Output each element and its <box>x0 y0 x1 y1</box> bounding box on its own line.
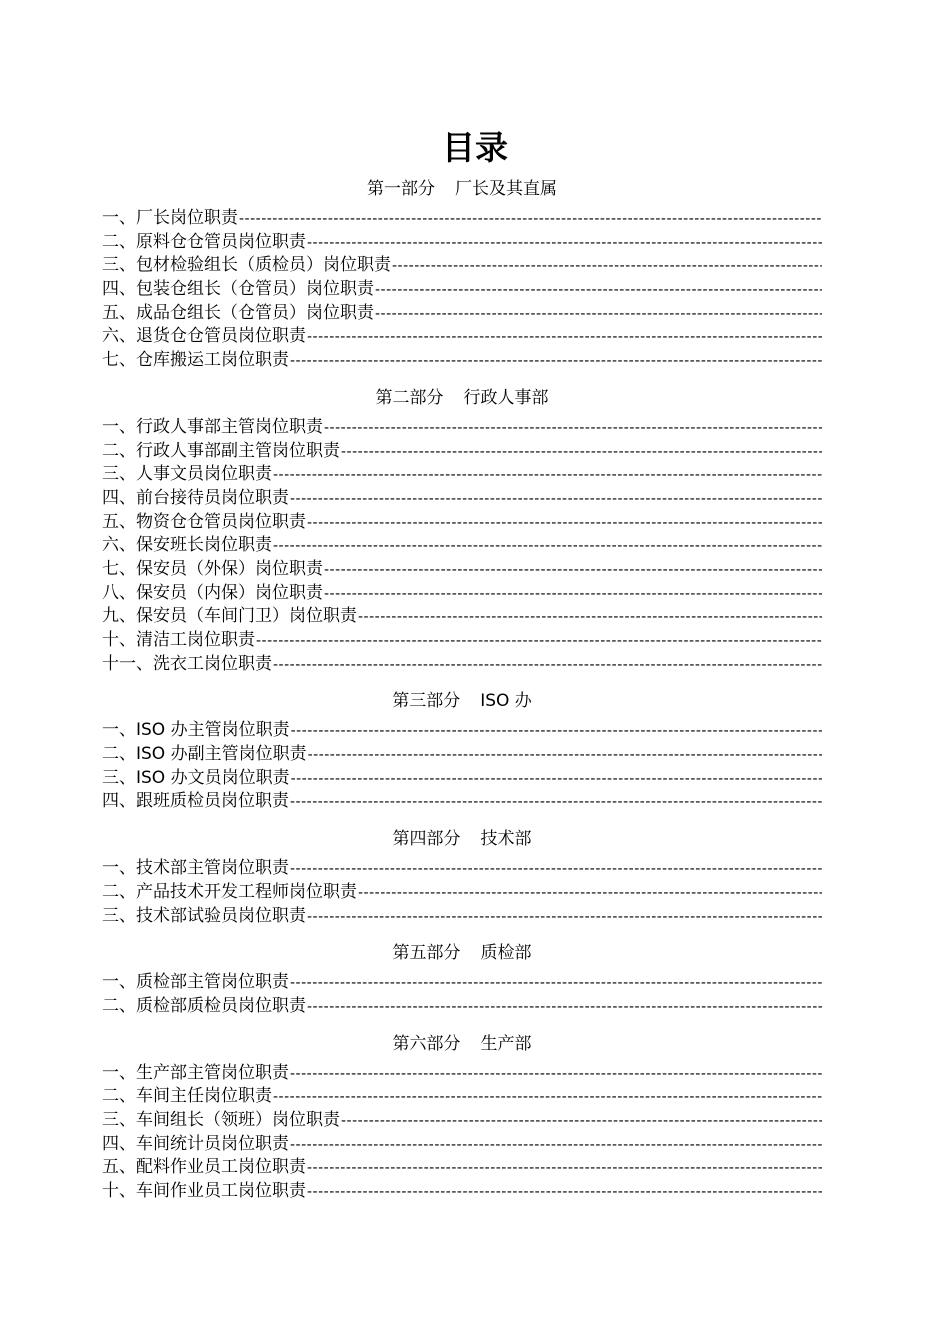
section-entry-list <box>102 1062 822 1204</box>
toc-entry[interactable] <box>102 790 822 814</box>
toc-entry[interactable] <box>102 905 822 929</box>
toc-entry[interactable] <box>102 325 822 349</box>
toc-title: 目录 <box>442 128 508 167</box>
toc-entry[interactable] <box>102 302 822 326</box>
toc-entry-label: 质检部质检员岗位职责 <box>136 995 306 1016</box>
toc-entry-number: 八、 <box>102 582 136 603</box>
toc-entry-label: 退货仓仓管员岗位职责 <box>136 326 306 347</box>
toc-entry[interactable] <box>102 881 822 905</box>
section-name: 厂长及其直属 <box>455 179 557 199</box>
toc-entry-label: 成品仓组长（仓管员）岗位职责 <box>136 302 374 323</box>
toc-entry-label: 车间主任岗位职责 <box>136 1086 272 1107</box>
toc-entry-label: 车间统计员岗位职责 <box>136 1133 289 1154</box>
dot-leader <box>358 882 822 905</box>
dot-leader <box>392 255 822 278</box>
section-entry-list <box>102 416 822 677</box>
dot-leader <box>375 279 822 302</box>
toc-entry-number: 二、 <box>102 231 136 252</box>
toc-entry-number: 五、 <box>102 511 136 532</box>
toc-entry-number: 四、 <box>102 279 136 300</box>
toc-entry-number: 三、 <box>102 905 136 926</box>
toc-entry-number: 四、 <box>102 487 136 508</box>
toc-entry-number: 十一、 <box>102 653 153 674</box>
toc-entry[interactable] <box>102 767 822 791</box>
toc-entry-label: 保安员（内保）岗位职责 <box>136 582 323 603</box>
dot-leader <box>307 326 822 349</box>
toc-entry[interactable] <box>102 416 822 440</box>
dot-leader <box>273 535 822 558</box>
toc-entry[interactable] <box>102 1180 822 1204</box>
section-part-label: 第六部分 <box>392 1033 461 1054</box>
toc-entry-label: 跟班质检员岗位职责 <box>136 791 289 812</box>
section-entry-list <box>102 857 822 928</box>
toc-entry-number: 三、 <box>102 464 136 485</box>
toc-entry-label: 保安员（车间门卫）岗位职责 <box>136 606 357 627</box>
toc-entry-number: 二、 <box>102 881 136 902</box>
toc-entry-label: 人事文员岗位职责 <box>136 464 272 485</box>
dot-leader <box>290 488 822 511</box>
dot-leader <box>291 720 822 743</box>
toc-entry-number: 三、 <box>102 255 136 276</box>
toc-entry-number: 六、 <box>102 326 136 347</box>
section-heading <box>102 177 822 201</box>
toc-entry-label: 行政人事部主管岗位职责 <box>136 416 323 437</box>
dot-leader <box>273 654 822 677</box>
dot-leader <box>239 208 822 231</box>
toc-entry-label: 洗衣工岗位职责 <box>153 653 272 674</box>
toc-entry-number: 四、 <box>102 791 136 812</box>
toc-entry-number: 一、 <box>102 720 136 741</box>
toc-entry-label: 车间作业员工岗位职责 <box>136 1181 306 1201</box>
dot-leader <box>273 1086 822 1109</box>
toc-entry[interactable] <box>102 1133 822 1157</box>
toc-entry-number: 五、 <box>102 302 136 323</box>
toc-entry-number: 一、 <box>102 858 136 879</box>
toc-entry-number: 二、 <box>102 995 136 1016</box>
toc-entry[interactable] <box>102 857 822 881</box>
toc-entry[interactable] <box>102 207 822 231</box>
section-part-label: 第五部分 <box>392 943 461 964</box>
toc-entry-number: 十、 <box>102 1181 136 1201</box>
toc-entry-number: 四、 <box>102 1133 136 1154</box>
dot-leader <box>273 464 822 487</box>
section-entry-list <box>102 971 822 1018</box>
dot-leader <box>290 350 822 373</box>
dot-leader <box>308 744 822 767</box>
dot-leader <box>341 441 822 464</box>
dot-leader <box>358 606 822 629</box>
toc-entry[interactable] <box>102 558 822 582</box>
toc-entry-label: 产品技术开发工程师岗位职责 <box>136 881 357 902</box>
toc-entry-number: 十、 <box>102 630 136 650</box>
toc-entry[interactable] <box>102 278 822 302</box>
section-entry-list <box>102 207 822 373</box>
section-name: 行政人事部 <box>463 387 549 408</box>
section-part-label: 第二部分 <box>375 387 444 408</box>
toc-entry-label: 质检部主管岗位职责 <box>136 972 289 993</box>
section-heading <box>102 827 822 851</box>
toc-entry-number: 二、 <box>102 1086 136 1107</box>
dot-leader <box>307 512 822 535</box>
toc-entry-label: 行政人事部副主管岗位职责 <box>136 440 340 461</box>
toc-entry[interactable] <box>102 582 822 606</box>
toc-entry-number: 一、 <box>102 972 136 993</box>
toc-entry[interactable] <box>102 971 822 995</box>
dot-leader <box>291 768 822 791</box>
toc-entry-label: 原料仓仓管员岗位职责 <box>136 231 306 252</box>
section-part-label: 第一部分 <box>367 179 435 199</box>
dot-leader <box>307 1181 822 1204</box>
toc-entry[interactable] <box>102 1156 822 1180</box>
dot-leader <box>256 630 822 653</box>
dot-leader <box>324 559 822 582</box>
toc-entry-label: 生产部主管岗位职责 <box>136 1062 289 1083</box>
toc-entry[interactable] <box>102 995 822 1019</box>
toc-entry-label: 保安员（外保）岗位职责 <box>136 558 323 579</box>
toc-entry-number: 三、 <box>102 1109 136 1130</box>
toc-entry-label: ISO 办主管岗位职责 <box>136 720 290 741</box>
section-name: 技术部 <box>480 829 532 850</box>
section-heading <box>102 689 822 713</box>
dot-leader <box>375 303 822 326</box>
toc-entry[interactable] <box>102 440 822 464</box>
dot-leader <box>290 1134 822 1157</box>
section-name: 质检部 <box>480 943 532 964</box>
section-part-label: 第四部分 <box>392 829 461 850</box>
toc-entry[interactable] <box>102 719 822 743</box>
section-heading <box>102 1032 822 1056</box>
toc-entry-number: 一、 <box>102 416 136 437</box>
section-heading <box>102 941 822 965</box>
toc-entry-label: 清洁工岗位职责 <box>136 630 255 650</box>
section-name: ISO 办 <box>480 691 532 712</box>
table-of-contents <box>102 177 822 1217</box>
toc-entry-number: 一、 <box>102 1062 136 1083</box>
toc-entry-label: 仓库搬运工岗位职责 <box>136 350 289 371</box>
toc-entry-label: ISO 办文员岗位职责 <box>136 767 290 788</box>
dot-leader <box>290 972 822 995</box>
dot-leader <box>290 858 822 881</box>
toc-entry[interactable] <box>102 534 822 558</box>
dot-leader <box>307 232 822 255</box>
toc-entry-number: 二、 <box>102 744 136 765</box>
dot-leader <box>307 906 822 929</box>
toc-entry-number: 一、 <box>102 208 136 228</box>
dot-leader <box>290 791 822 814</box>
dot-leader <box>324 583 822 606</box>
toc-entry[interactable] <box>102 629 822 653</box>
toc-entry-label: ISO 办副主管岗位职责 <box>136 744 307 765</box>
toc-entry[interactable] <box>102 1109 822 1133</box>
toc-entry[interactable] <box>102 653 822 677</box>
toc-entry-label: 保安班长岗位职责 <box>136 535 272 556</box>
toc-entry-label: 包材检验组长（质检员）岗位职责 <box>136 255 391 276</box>
toc-entry-label: 配料作业员工岗位职责 <box>136 1157 306 1178</box>
toc-entry-number: 七、 <box>102 558 136 579</box>
toc-entry-number: 七、 <box>102 350 136 371</box>
toc-entry-label: 技术部主管岗位职责 <box>136 858 289 879</box>
dot-leader <box>307 996 822 1019</box>
toc-entry[interactable] <box>102 605 822 629</box>
toc-entry-number: 三、 <box>102 767 136 788</box>
dot-leader <box>307 1157 822 1180</box>
section-name: 生产部 <box>480 1033 532 1054</box>
toc-entry-label: 技术部试验员岗位职责 <box>136 905 306 926</box>
dot-leader <box>290 1063 822 1086</box>
toc-entry[interactable] <box>102 463 822 487</box>
toc-entry-label: 车间组长（领班）岗位职责 <box>136 1109 340 1130</box>
toc-entry-label: 物资仓仓管员岗位职责 <box>136 511 306 532</box>
toc-entry[interactable] <box>102 349 822 373</box>
toc-entry[interactable] <box>102 487 822 511</box>
toc-entry-label: 前台接待员岗位职责 <box>136 487 289 508</box>
section-heading <box>102 386 822 410</box>
toc-entry[interactable] <box>102 743 822 767</box>
dot-leader <box>324 417 822 440</box>
section-part-label: 第三部分 <box>392 691 461 712</box>
toc-entry-label: 厂长岗位职责 <box>136 208 238 228</box>
toc-entry[interactable] <box>102 1085 822 1109</box>
toc-entry[interactable] <box>102 254 822 278</box>
dot-leader <box>341 1110 822 1133</box>
toc-entry[interactable] <box>102 231 822 255</box>
toc-entry-number: 六、 <box>102 535 136 556</box>
toc-entry[interactable] <box>102 511 822 535</box>
toc-entry-label: 包装仓组长（仓管员）岗位职责 <box>136 279 374 300</box>
section-entry-list <box>102 719 822 814</box>
toc-entry-number: 五、 <box>102 1157 136 1178</box>
toc-entry[interactable] <box>102 1062 822 1086</box>
toc-entry-number: 二、 <box>102 440 136 461</box>
toc-entry-number: 九、 <box>102 606 136 627</box>
